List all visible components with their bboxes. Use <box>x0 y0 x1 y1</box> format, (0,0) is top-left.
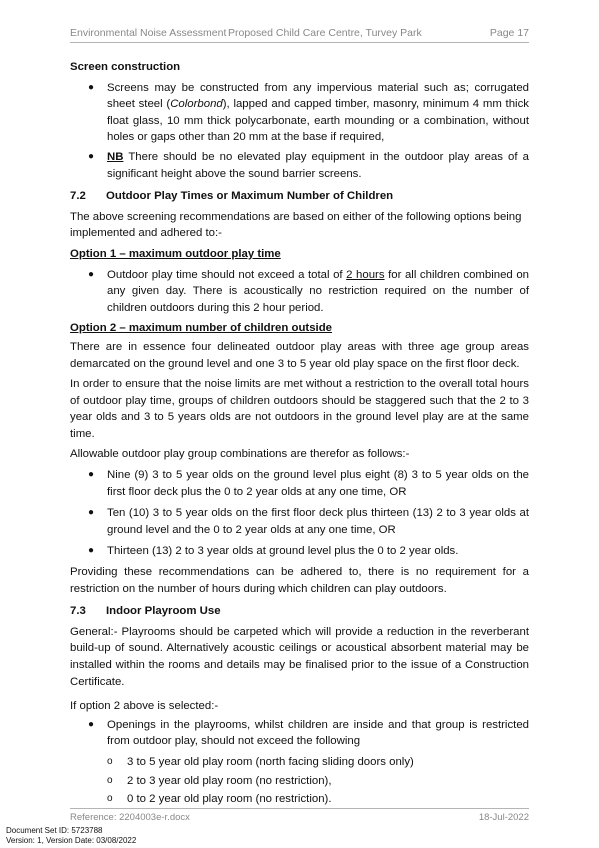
option-2-paragraph: Allowable outdoor play group combinations are therefor as follows:- <box>70 448 410 461</box>
playroom-list <box>70 717 529 750</box>
playroom-sub-list <box>70 754 529 808</box>
document-set-stamp <box>6 826 136 845</box>
section-7-2-intro: The above screening recommendations are based on either of the following options being implemented and adhered to:- <box>70 210 522 240</box>
page-body <box>70 55 529 812</box>
list-item: o 3 to 5 year old play room (north facing sliding doors only) <box>70 754 529 771</box>
list-item: ● Nine (9) 3 to 5 year olds on the ground level plus eight (8) 3 to 5 year olds on the first floor deck plus the 0 to 2 year olds at any one time, OR <box>88 469 529 498</box>
list-item: ● Screens may be constructed from any impervious material such as; corrugated sheet steel (Colorbond), lapped and capped timber, masonry, minimum 4 mm thick float glass, 10 mm thick polycarbonate, earth mounding or a combination, without holes or gaps other than 20 mm at the base if required, <box>88 81 529 144</box>
section-7-3-condition: If option 2 above is selected:- <box>70 700 219 713</box>
option-2-paragraph: There are in essence four delineated outdoor play areas with three age group areas demarcated on the ground level and one 3 to 5 year old play space on the first floor deck. <box>70 340 529 370</box>
footer-date: 18-Jul-2022 <box>478 812 529 823</box>
option-1-heading: Option 1 – maximum outdoor play time <box>70 247 281 260</box>
header-divider <box>70 42 529 43</box>
header-doc-title: Environmental Noise Assessment <box>70 27 227 39</box>
bullet-icon: ● <box>88 718 95 730</box>
header-page-number: Page 17 <box>489 27 529 39</box>
document-set-id: Document Set ID: 5723788 <box>6 826 103 835</box>
section-7-3-general: General:- Playrooms should be carpeted which will provide a reduction in the reverberant build-up of sound. Alternatively acoustic ceilings or acoustical absorbent material may be installed within the rooms and details may be finalised prior to the issue of a Construction Certificate. <box>70 625 529 688</box>
option-2-heading: Option 2 – maximum number of children outside <box>70 322 333 335</box>
bullet-icon: ● <box>88 268 95 280</box>
document-version: Version: 1, Version Date: 03/08/2022 <box>6 835 137 845</box>
bullet-icon: ● <box>88 469 95 481</box>
screen-construction-heading: Screen construction <box>70 61 181 73</box>
footer-reference: Reference: 2204003e-r.docx <box>70 812 190 823</box>
section-7-2-closing: Providing these recommendations can be adhered to, there is no requirement for a restriction on the number of hours during which children can play outdoors. <box>70 566 529 595</box>
bullet-icon: ● <box>88 507 95 519</box>
bullet-icon: ● <box>88 545 95 557</box>
list-item: ● Outdoor play time should not exceed a total of 2 hours for all children combined on any given day. There is acoustically no restriction required on the number of children outdoors during this 2 hour period. <box>88 268 529 314</box>
combinations-list <box>70 467 529 560</box>
bullet-icon: ● <box>88 150 95 162</box>
list-item: ● Ten (10) 3 to 5 year olds on the first floor deck plus thirteen (13) 2 to 3 year olds at ground level and the 0 to 2 year olds at any one time, OR <box>88 507 529 536</box>
nb-label: NB <box>107 150 124 163</box>
list-item: o 0 to 2 year old play room (no restriction). <box>70 791 529 808</box>
screen-bullet-list <box>70 80 529 183</box>
list-item: ● NB There should be no elevated play equipment in the outdoor play areas of a significant height above the sound barrier screens. <box>88 150 529 180</box>
list-item: o 2 to 3 year old play room (no restriction), <box>70 773 529 790</box>
option-1-list <box>70 267 529 317</box>
section-7-3-heading: 7.3 Indoor Playroom Use <box>70 605 221 618</box>
circle-bullet-icon: o <box>107 793 113 805</box>
header-project: Proposed Child Care Centre, Turvey Park <box>228 27 422 39</box>
footer-divider <box>70 808 529 809</box>
circle-bullet-icon: o <box>107 774 113 786</box>
circle-bullet-icon: o <box>107 755 113 767</box>
list-item: ● Openings in the playrooms, whilst children are inside and that group is restricted from outdoor play, should not exceed the following <box>88 718 529 748</box>
bullet-icon: ● <box>88 81 95 93</box>
option-2-paragraph: In order to ensure that the noise limits are met without a restriction to the overall total hours of outdoor play time, groups of children outdoors should be staggered such that the 2 to 3 year olds and 3 to 5 years olds are not outdoors in the ground level play are at the same time. <box>70 378 529 440</box>
list-item: ● Thirteen (13) 2 to 3 year olds at ground level plus the 0 to 2 year olds. <box>70 543 529 560</box>
section-7-2-heading: 7.2 Outdoor Play Times or Maximum Number of Children <box>70 190 394 203</box>
